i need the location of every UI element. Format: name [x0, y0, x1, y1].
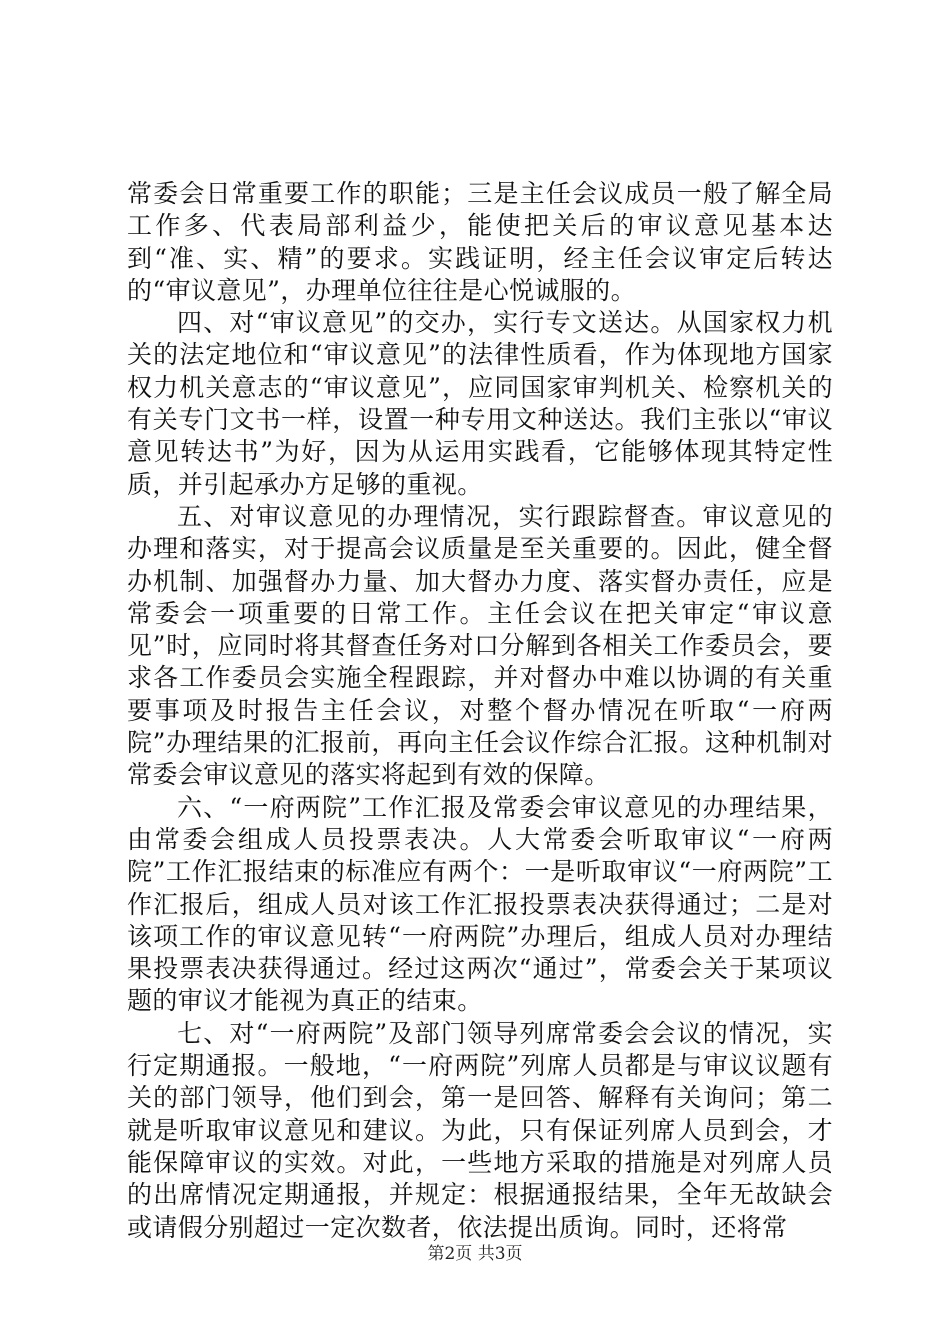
paragraph-continuation: 常委会日常重要工作的职能；三是主任会议成员一般了解全局工作多、代表局部利益少，能使把关后的审议意见基本达到“准、实、精”的要求。实践证明，经主任会议审定后转达的“审议意见”，办理单位往往是心悦诚服的。	[127, 179, 833, 305]
paragraph-item-seven: 七、对“一府两院”及部门领导列席常委会会议的情况，实行定期通报。一般地，“一府两院”列席人员都是与审议议题有关的部门领导，他们到会，第一是回答、解释有关询问；第二就是听取审议意见和建议。为此，只有保证列席人员到会，才能保障审议的实效。对此，一些地方采取的措施是对列席人员的出席情况定期通报，并规定：根据通报结果，全年无故缺会或请假分别超过一定次数者，依法提出质询。同时，还将常	[127, 1018, 833, 1242]
page-number-footer: 第2页 共3页	[427, 1244, 523, 1264]
paragraph-item-five: 五、对审议意见的办理情况，实行跟踪督查。审议意见的办理和落实，对于提高会议质量是至关重要的。因此，健全督办机制、加强督办力量、加大督办力度、落实督办责任，应是常委会一项重要的日常工作。主任会议在把关审定“审议意见”时，应同时将其督查任务对口分解到各相关工作委员会，要求各工作委员会实施全程跟踪，并对督办中难以协调的有关重要事项及时报告主任会议，对整个督办情况在听取“一府两院”办理结果的汇报前，再向主任会议作综合汇报。这种机制对常委会审议意见的落实将起到有效的保障。	[127, 501, 833, 790]
paragraph-item-four: 四、对“审议意见”的交办，实行专文送达。从国家权力机关的法定地位和“审议意见”的法律性质看，作为体现地方国家权力机关意志的“审议意见”，应同国家审判机关、检察机关的有关专门文书一样，设置一种专用文种送达。我们主张以“审议意见转达书”为好，因为从运用实践看，它能够体现其特定性质，并引起承办方足够的重视。	[127, 308, 833, 499]
document-body	[127, 178, 833, 1244]
paragraph-item-six: 六、“一府两院”工作汇报及常委会审议意见的办理结果，由常委会组成人员投票表决。人大常委会听取审议“一府两院”工作汇报结束的标准应有两个：一是听取审议“一府两院”工作汇报后，组成人员对该工作汇报投票表决获得通过；二是对该项工作的审议意见转“一府两院”办理后，组成人员对办理结果投票表决获得通过。经过这两次“通过”，常委会关于某项议题的审议才能视为真正的结束。	[127, 792, 833, 1016]
